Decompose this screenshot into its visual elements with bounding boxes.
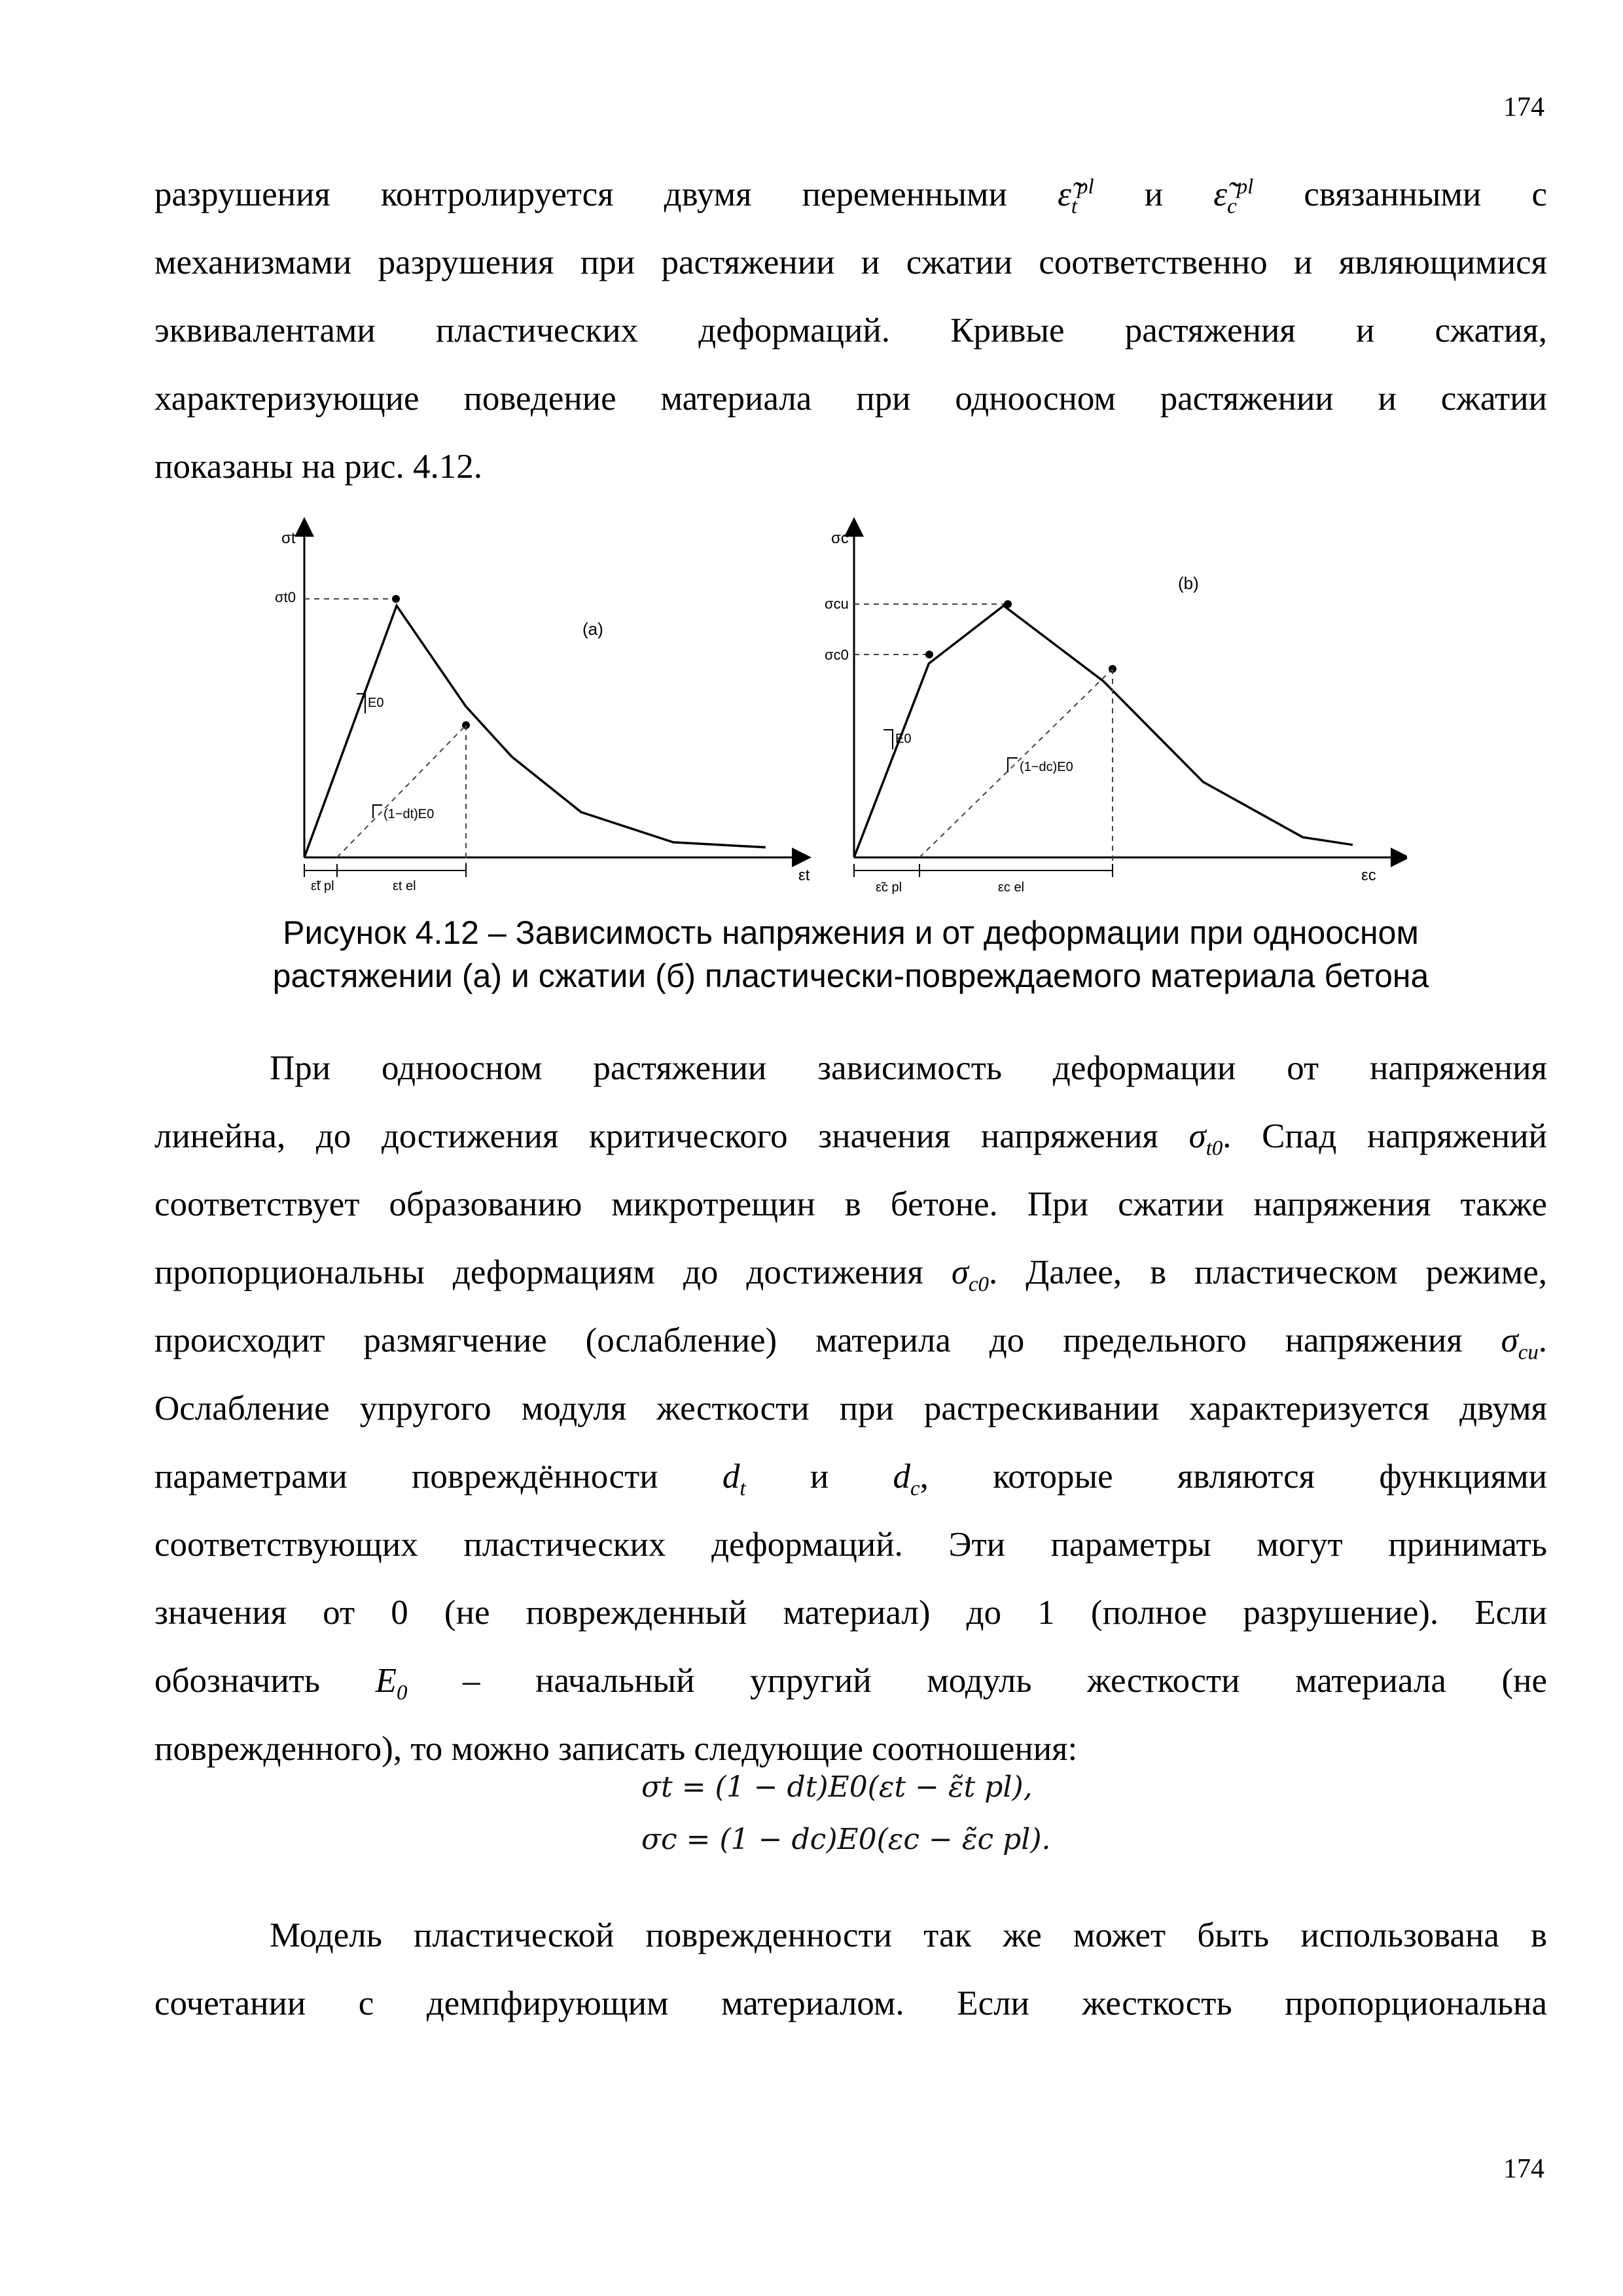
y-tick-label: σt0 bbox=[275, 589, 296, 605]
plastic-strain-label: ε̃t pl bbox=[311, 879, 334, 893]
unloading-line bbox=[919, 669, 1113, 857]
intro-paragraph bbox=[154, 160, 1547, 501]
body-paragraph bbox=[154, 1034, 1547, 1783]
intro-line-3: эквивалентами пластических деформаций. Кривые растяжения и сжатия, bbox=[154, 312, 1547, 350]
e0-label: E0 bbox=[895, 732, 912, 746]
body-line-11: поврежденного), то можно записать следующие соотношения: bbox=[154, 1730, 1078, 1768]
body-line-8: соответствующих пластических деформаций. Эти параметры могут принимать bbox=[154, 1526, 1547, 1564]
xlabel: εt bbox=[798, 867, 810, 884]
figure-caption: Рисунок 4.12 – Зависимость напряжения и от деформации при одноосном растяжении (а) и сжатии (б) пластически-повреждаемого материала бетона bbox=[272, 914, 1429, 994]
closing-paragraph bbox=[154, 1901, 1547, 2037]
peak-point bbox=[392, 595, 400, 603]
closing-line-2: сочетании с демпфирующим материалом. Если жесткость пропорциональна bbox=[154, 1984, 1547, 2022]
body-line-9: значения от 0 (не поврежденный материал) до 1 (полное разрушение). Если bbox=[154, 1594, 1547, 1632]
peak-point bbox=[1004, 600, 1012, 608]
elastic-strain-label: εt el bbox=[393, 879, 416, 893]
unloading-line bbox=[337, 725, 466, 857]
figure-b-compression-curve bbox=[825, 517, 1407, 897]
panel-label: (a) bbox=[582, 619, 603, 639]
ylabel: σt bbox=[281, 529, 296, 547]
body-line-3: соответствует образованию микротрещин в бетоне. При сжатии напряжения также bbox=[154, 1185, 1547, 1223]
closing-line-1: Модель пластической поврежденности так же может быть использована в bbox=[270, 1916, 1547, 1954]
equation-compression: σc = (1 − dc)E0(εc − ε̃c pl). bbox=[641, 1823, 1051, 1856]
page-number-bottom: 174 bbox=[1503, 2154, 1544, 2184]
damaged-modulus-label: (1−dt)E0 bbox=[383, 807, 435, 821]
e0-label: E0 bbox=[368, 696, 384, 710]
body-line-7: параметрами повреждённости $d_t$ и $d_c$, которые являются функциями bbox=[154, 1458, 1547, 1501]
body-line-4: пропорциональны деформациям до достижения $\sigma_{c0}$. Далее, в пластическом режиме, bbox=[154, 1253, 1547, 1297]
body-line-10: обозначить $E_0$ – начальный упругий модуль жесткости материала (не bbox=[154, 1662, 1547, 1705]
eps-t-pl-symbol: $\varepsiloñ_t^{pl}$ bbox=[1058, 175, 1094, 219]
y-tick-label-c0: σc0 bbox=[825, 647, 849, 663]
stress-strain-line bbox=[854, 605, 1353, 857]
body-line-5: происходит размягчение (ослабление) материла до предельного напряжения $\sigma_{cu}$. bbox=[154, 1321, 1547, 1365]
intro-line-5: показаны на рис. 4.12. bbox=[154, 448, 483, 486]
body-line-2: линейна, до достижения критического значения напряжения $\sigma_{t0}$. Спад напряжений bbox=[154, 1117, 1547, 1160]
intro-line-4: характеризующие поведение материала при одноосном растяжении и сжатии bbox=[154, 380, 1547, 418]
xlabel: εc bbox=[1361, 867, 1376, 884]
panel-label: (b) bbox=[1178, 573, 1199, 593]
damaged-modulus-label: (1−dc)E0 bbox=[1020, 760, 1073, 774]
ylabel: σc bbox=[831, 529, 849, 547]
body-line-1: При одноосном растяжении зависимость деформации от напряжения bbox=[270, 1049, 1547, 1087]
yield-point bbox=[925, 651, 933, 658]
plastic-strain-label: ε̃c pl bbox=[876, 880, 902, 895]
elastic-strain-label: εc el bbox=[998, 880, 1025, 895]
intro-line-2: механизмами разрушения при растяжении и сжатии соответственно и являющимися bbox=[154, 243, 1547, 281]
intro-line-1: разрушения контролируется двумя переменными $\varepsiloñ_t^{pl}$ и $\varepsiloñ_c^{pl}$ связанными с bbox=[154, 175, 1547, 219]
figure-a-tension-curve bbox=[275, 517, 812, 897]
page-number-top: 174 bbox=[1503, 92, 1544, 122]
body-line-6: Ослабление упругого модуля жесткости при растрескивании характеризуется двумя bbox=[154, 1390, 1547, 1427]
equation-tension: σt = (1 − dt)E0(εt − ε̃t pl), bbox=[641, 1770, 1033, 1804]
eps-c-pl-symbol: $\varepsiloñ_c^{pl}$ bbox=[1213, 175, 1254, 219]
y-tick-label-cu: σcu bbox=[825, 596, 849, 612]
